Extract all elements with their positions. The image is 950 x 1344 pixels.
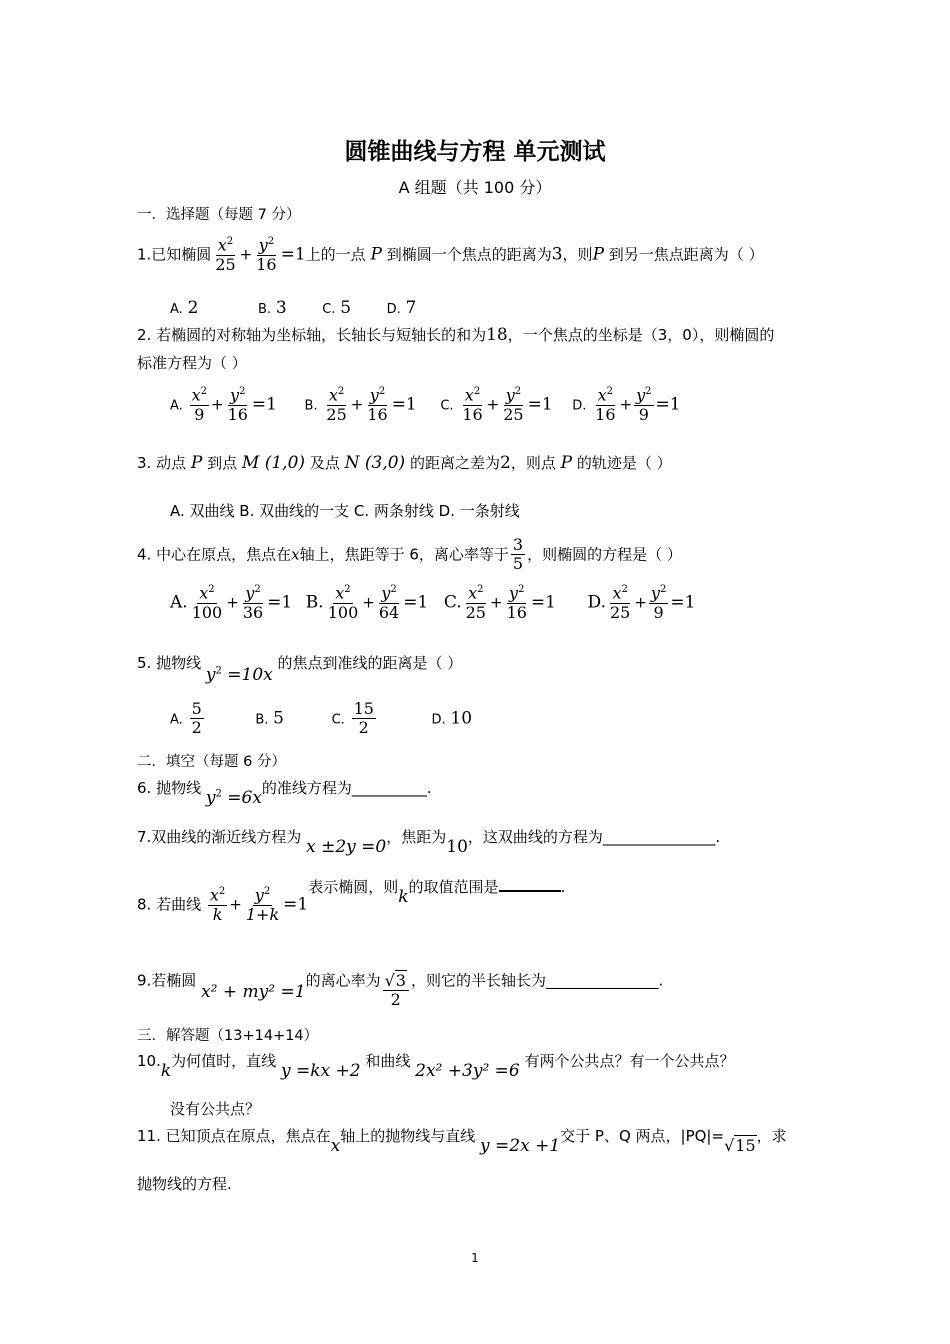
question-5: 5. 抛物线 $y^2 =10x$ 的焦点到准线的距离是（ ） (137, 654, 463, 685)
question-10-line-2: 没有公共点？ (170, 1100, 261, 1118)
question-9: 9.若椭圆 x² + my² =1的离心率为 $\frac{√3}{2}$ ，则它的半长轴长为_______________. (137, 971, 664, 1010)
question-8: 8. 若曲线 $\frac{x^2}{k}$ + $\frac{y^2}{1+k}$ =1表示椭圆，则k的取值范围是 . (137, 877, 566, 924)
question-2-options: A. $\frac{x^2}{9}$ + $\frac{y^2}{16}$ =1 B. $\frac{x^2}{25}$ + $\frac{y^2}{16}$ =1 C. $\frac{x^2}{16}$ + $\frac{y^2}{25}$ =1 D. $\frac{x^2}{16}$ + $\frac{y^2}{9}$ =1 (170, 385, 681, 424)
section-heading-fill: 二．填空（每题 6 分） (137, 754, 286, 770)
page-title: 圆锥曲线与方程 单元测试 (344, 139, 606, 165)
question-6: 6. 抛物线 $y^2 =6x$的准线方程为__________. (137, 779, 432, 808)
question-4-options: A. $\frac{x^2}{100}$ + $\frac{y^2}{36}$ =1 B. $\frac{x^2}{100}$ + $\frac{y^2}{64}$ =1 C. $\frac{x^2}{25}$ + $\frac{y^2}{16}$ =1 D. $\frac{x^2}{25}$ + $\frac{y^2}{9}$ =1 (170, 583, 696, 622)
question-4: 4. 中心在原点，焦点在x轴上，焦距等于 6，离心率等于 $\frac{3}{5}$ ，则椭圆的方程是（ ） (137, 535, 682, 574)
q1-frac-y: $\frac{y^2}{16}$ (256, 235, 277, 274)
question-2-line-1: 2. 若椭圆的对称轴为坐标轴，长轴长与短轴长的和为18，一个焦点的坐标是（3，0），则椭圆的 (137, 325, 775, 345)
question-1-options: A. 2 B. 3 C. 5 D. 7 (170, 298, 417, 318)
question-3-options: A. 双曲线 B. 双曲线的一支 C. 两条射线 D. 一条射线 (170, 502, 520, 520)
question-11: 11. 已知顶点在原点，焦点在x轴上的抛物线与直线 y =2x +1交于 P、Q 两点，|PQ|=√15，求 (137, 1127, 787, 1156)
question-11-line-2: 抛物线的方程. (137, 1175, 232, 1193)
q8-answer-blank[interactable] (499, 890, 561, 892)
question-1: 1.已知椭圆 $\frac{x^2}{25}$ + $\frac{y^2}{16}$ =1上的一点 P 到椭圆一个焦点的距离为3，则P 到另一焦点距离为（ ） (137, 235, 764, 274)
page-subtitle: A 组题（共 100 分） (398, 178, 552, 197)
q1-frac-x: $\frac{x^2}{25}$ (215, 235, 236, 274)
question-7: 7.双曲线的渐近线方程为 x ±2y =0，焦距为10，这双曲线的方程为_______________. (137, 828, 721, 857)
question-2-line-2: 标准方程为（ ） (137, 354, 247, 372)
page-number: 1 (471, 1251, 479, 1265)
question-3: 3. 动点 P 到点 M (1,0) 及点 N (3,0) 的距离之差为2，则点 P 的轨迹是（ ） (137, 453, 672, 473)
question-10: 10.k为何值时，直线 y =kx +2 和曲线 2x² +3y² =6 有两个公共点？有一个公共点？ (137, 1052, 735, 1081)
section-heading-solve: 三．解答题（13+14+14） (137, 1028, 319, 1044)
section-heading-choice: 一．选择题（每题 7 分） (137, 207, 301, 223)
q1-text: 1.已知椭圆 (137, 245, 212, 264)
question-5-options: A. $\frac{5}{2}$ B. 5 C. $\frac{15}{2}$ D. 10 (170, 699, 473, 738)
